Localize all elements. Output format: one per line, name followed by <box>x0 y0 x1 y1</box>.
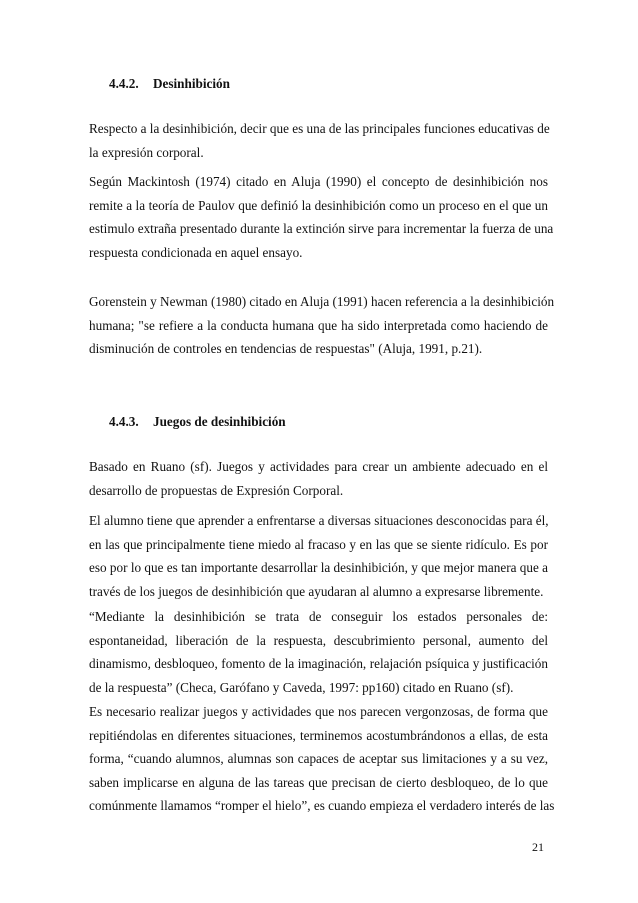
paragraph-4 <box>89 455 548 502</box>
paragraph-line: en las que principalmente tiene miedo al fracaso y en las que se siente ridículo. Es por <box>89 536 548 552</box>
paragraph-line: disminución de controles en tendencias de respuestas" (Aluja, 1991, p.21). <box>89 341 483 357</box>
paragraph-2 <box>89 170 554 264</box>
section-number: 4.4.2. <box>109 76 139 91</box>
paragraph-line: saben implicarse en alguna de las tareas que precisan de cierto desbloqueo, de lo que <box>89 774 548 790</box>
paragraph-line: forma, “cuando alumnos, alumnas son capaces de aceptar sus limitaciones y a su vez, <box>89 751 548 767</box>
paragraph-line: estimulo extraña presentado durante la extinción sirve para incrementar la fuerza de una <box>89 221 554 237</box>
paragraph-line: humana; "se refiere a la conducta humana que ha sido interpretada como haciendo de <box>89 317 548 333</box>
section-heading-4-4-2 <box>109 76 230 92</box>
section-heading-4-4-3 <box>109 414 286 430</box>
paragraph-line: Basado en Ruano (sf). Juegos y actividades para crear un ambiente adecuado en el <box>89 459 548 474</box>
paragraph-line: través de los juegos de desinhibición que ayudaran al alumno a expresarse libremente. <box>89 583 544 599</box>
paragraph-line: dinamismo, desbloqueo, fomento de la imaginación, relajación psíquica y justificación <box>89 656 548 672</box>
paragraph-line: Respecto a la desinhibición, decir que es una de las principales funciones educativas de <box>89 121 550 136</box>
paragraph-line: repitiéndolas en diferentes situaciones, terminemos acostumbrándonos a ellas, de esta <box>89 727 548 743</box>
paragraph-line: respuesta condicionada en aquel ensayo. <box>89 244 303 260</box>
paragraph-line: Gorenstein y Newman (1980) citado en Aluja (1991) hacen referencia a la desinhibición <box>89 294 555 309</box>
paragraph-line: Según Mackintosh (1974) citado en Aluja (1990) el concepto de desinhibición nos <box>89 174 548 189</box>
section-title: Juegos de desinhibición <box>153 414 286 429</box>
paragraph-line: “Mediante la desinhibición se trata de conseguir los estados personales de: <box>89 609 548 624</box>
paragraph-line: comúnmente llamamos “romper el hielo”, es cuando empieza el verdadero interés de las <box>89 798 555 814</box>
paragraph-6 <box>89 605 548 699</box>
paragraph-line: eso por lo que es tan importante desarrollar la desinhibición, y que mejor manera que a <box>89 560 548 576</box>
paragraph-line: desarrollo de propuestas de Expresión Corporal. <box>89 482 344 498</box>
section-title: Desinhibición <box>153 76 230 91</box>
paragraph-line: espontaneidad, liberación de la respuesta, descubrimiento personal, aumento del <box>89 632 548 648</box>
paragraph-1 <box>89 117 548 164</box>
page-number: 21 <box>532 840 544 854</box>
paragraph-3 <box>89 290 555 361</box>
section-number: 4.4.3. <box>109 414 139 429</box>
paragraph-7 <box>89 700 555 818</box>
paragraph-line: remite a la teoría de Paulov que definió la desinhibición como un proceso en el que un <box>89 197 548 213</box>
paragraph-line: la expresión corporal. <box>89 144 204 160</box>
paragraph-line: El alumno tiene que aprender a enfrentarse a diversas situaciones desconocidas para él, <box>89 513 549 528</box>
paragraph-5 <box>89 509 548 603</box>
paragraph-line: de la respuesta” (Checa, Garófano y Caveda, 1997: pp160) citado en Ruano (sf). <box>89 679 514 695</box>
paragraph-line: Es necesario realizar juegos y actividades que nos parecen vergonzosas, de forma que <box>89 704 548 719</box>
